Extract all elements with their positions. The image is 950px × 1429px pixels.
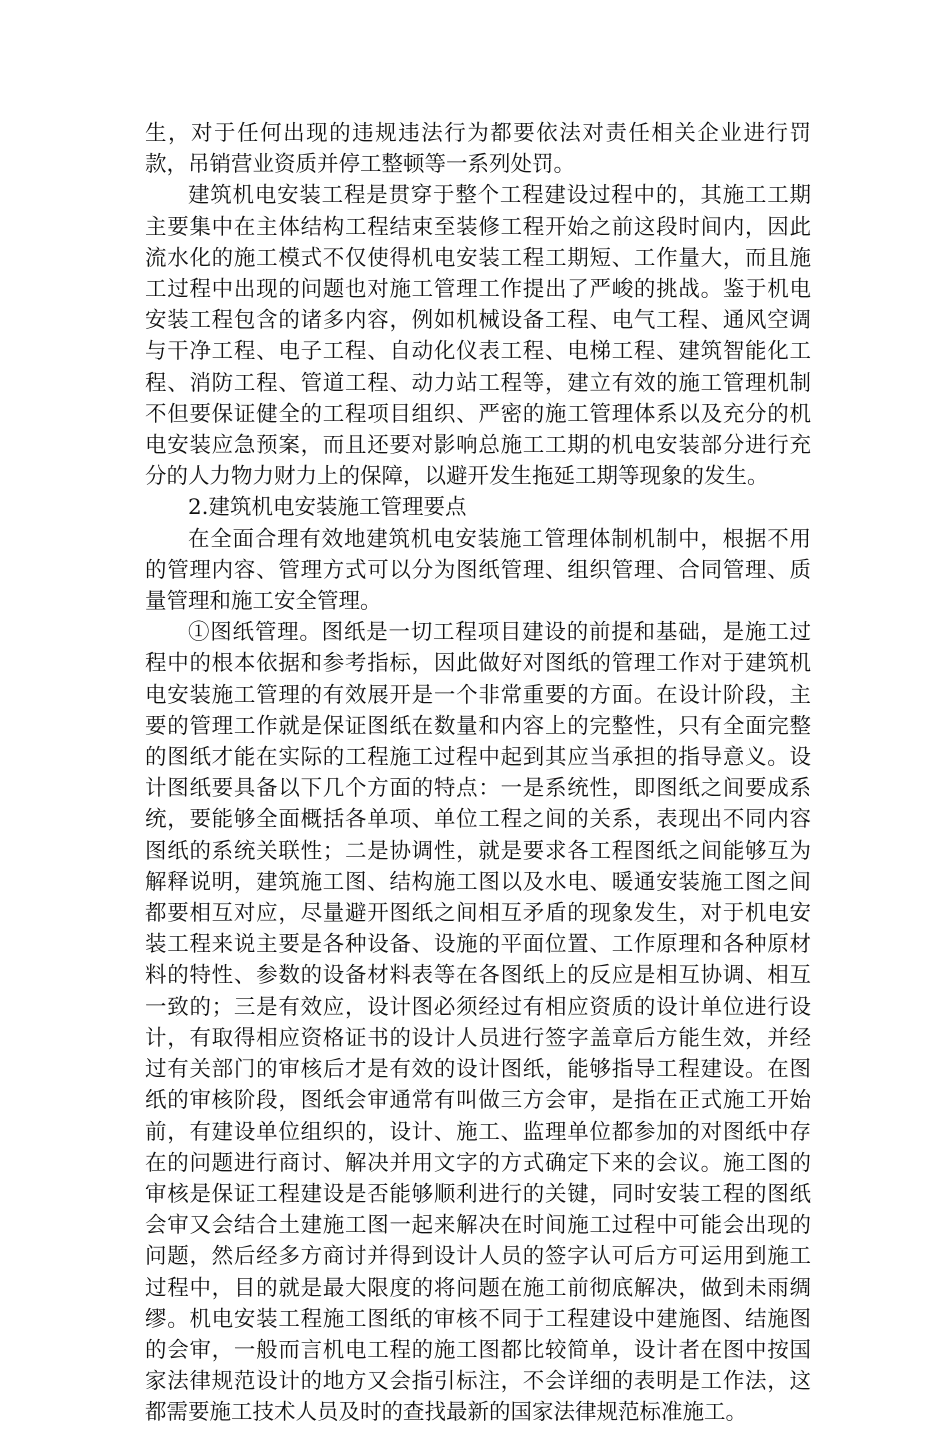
paragraph-installation-overview: 建筑机电安装工程是贯穿于整个工程建设过程中的，其施工工期主要集中在主体结构工程结束至装修工程开始之前这段时间内，因此流水化的施工模式不仅使得机电安装工程工期短、工作量大，而且施工过程中出现的问题也对施工管理工作提出了严峻的挑战。鉴于机电安装工程包含的诸多内容，例如机械设备工程、电气工程、通风空调与干净工程、电子工程、自动化仪表工程、电梯工程、建筑智能化工程、消防工程、管道工程、动力站工程等，建立有效的施工管理机制不但要保证健全的工程项目组织、严密的施工管理体系以及充分的机电安装应急预案，而且还要对影响总施工工期的机电安装部分进行充分的人力物力财力上的保障，以避开发生拖延工期等现象的发生。 xyxy=(145,183,811,490)
document-page xyxy=(145,118,811,1429)
section-heading-management-points: 2.建筑机电安装施工管理要点 xyxy=(188,495,467,521)
paragraph-drawing-management: ①图纸管理。图纸是一切工程项目建设的前提和基础，是施工过程中的根本依据和参考指标，因此做好对图纸的管理工作对于建筑机电安装施工管理的有效展开是一个非常重要的方面。在设计阶段，主要的管理工作就是保证图纸在数量和内容上的完整性，只有全面完整的图纸才能在实际的工程施工过程中起到其应当承担的指导意义。设计图纸要具备以下几个方面的特点：一是系统性，即图纸之间要成系统，要能够全面概括各单项、单位工程之间的关系，表现出不同内容图纸的系统关联性；二是协调性，就是要求各工程图纸之间能够互为解释说明，建筑施工图、结构施工图以及水电、暖通安装施工图之间都要相互对应，尽量避开图纸之间相互矛盾的现象发生，对于机电安装工程来说主要是各种设备、设施的平面位置、工作原理和各种原材料的特性、参数的设备材料表等在各图纸上的反应是相互协调、相互一致的；三是有效应，设计图必须经过有相应资质的设计单位进行设计，有取得相应资格证书的设计人员进行签字盖章后方能生效，并经过有关部门的审核后才是有效的设计图纸，能够指导工程建设。在图纸的审核阶段，图纸会审通常有叫做三方会审，是指在正式施工开始前，有建设单位组织的，设计、施工、监理单位都参加的对图纸中存在的问题进行商讨、解决并用文字的方式确定下来的会议。施工图的审核是保证工程建设是否能够顺利进行的关键，同时安装工程的图纸会审又会结合土建施工图一起来解决在时间施工过程中可能会出现的问题，然后经多方商讨并得到设计人员的签字认可后方可运用到施工过程中，目的就是最大限度的将问题在施工前彻底解决，做到未雨绸缪。机电安装工程施工图纸的审核不同于工程建设中建施图、结施图的会审，一般而言机电工程的施工图都比较简单，设计者在图中按国家法律规范设计的地方又会指引标注，不会详细的表明是工作法，这都需要施工技术人员及时的查找最新的国家法律规范标准施工。 xyxy=(145,620,811,1426)
paragraph-penalties-continuation: 生，对于任何出现的违规违法行为都要依法对责任相关企业进行罚款，吊销营业资质并停工整顿等一系列处罚。 xyxy=(145,121,811,178)
paragraph-management-categories: 在全面合理有效地建筑机电安装施工管理体制机制中，根据不用的管理内容、管理方式可以分为图纸管理、组织管理、合同管理、质量管理和施工安全管理。 xyxy=(145,526,811,615)
